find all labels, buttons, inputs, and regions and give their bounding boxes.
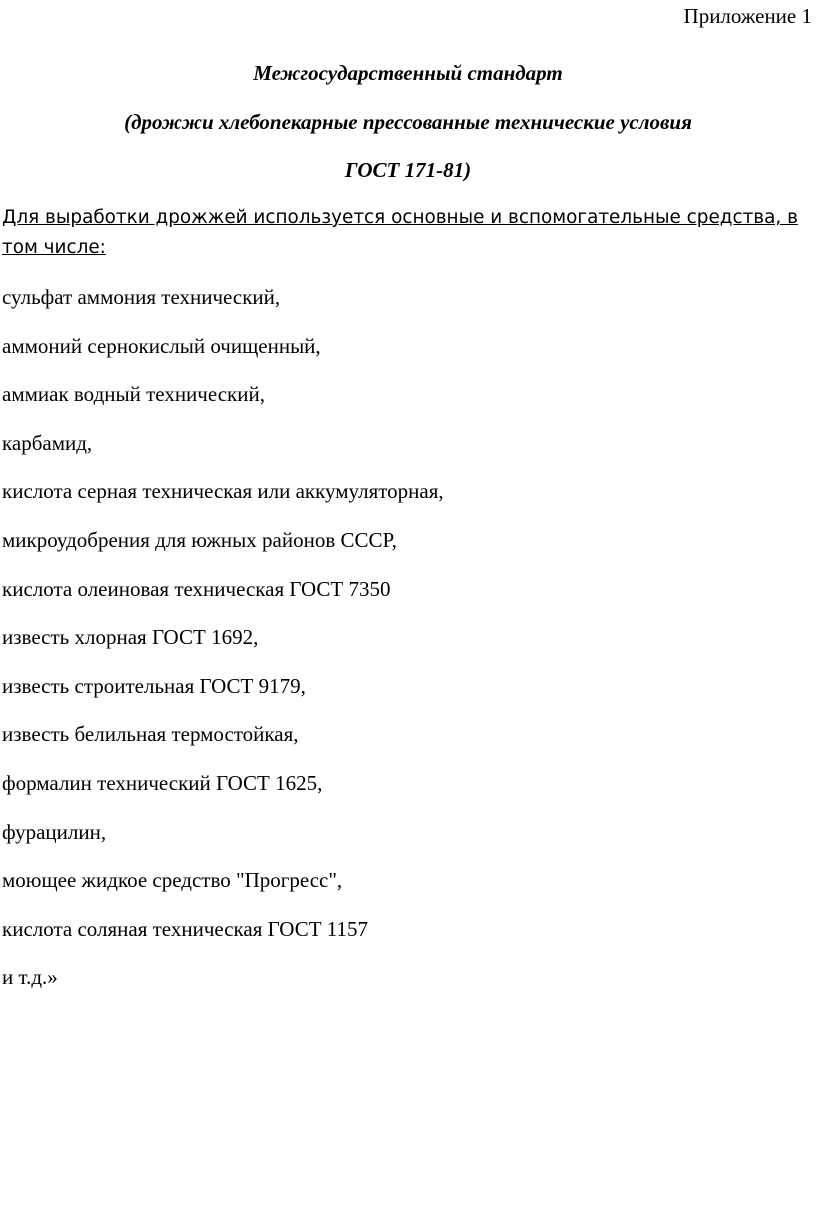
list-item: кислота соляная техническая ГОСТ 1157 <box>2 916 369 941</box>
list-item: аммиак водный технический, <box>2 382 265 407</box>
list-item: кислота олеиновая техническая ГОСТ 7350 <box>2 576 391 601</box>
intro-paragraph: Для выработки дрожжей используется основные и вспомогательные средства, в том числе: <box>2 207 798 258</box>
list-item: сульфат аммония технический, <box>2 285 281 309</box>
list-item: кислота серная техническая или аккумуляторная, <box>2 479 444 504</box>
list-item: микроудобрения для южных районов СССР, <box>2 527 397 552</box>
list-item: фурацилин, <box>2 819 107 844</box>
title-line-2: (дрожжи хлебопекарные прессованные технические условия <box>124 110 692 134</box>
list-item: карбамид, <box>2 430 93 455</box>
list-item: и т.д.» <box>2 965 58 990</box>
materials-list <box>2 283 444 1012</box>
list-item: известь белильная термостойкая, <box>2 722 299 747</box>
title-line-1: Межгосударственный стандарт <box>253 61 563 85</box>
list-item: аммоний сернокислый очищенный, <box>2 333 321 358</box>
list-item: известь хлорная ГОСТ 1692, <box>2 625 259 650</box>
list-item: моющее жидкое средство "Прогресс", <box>2 868 343 893</box>
appendix-label: Приложение 1 <box>683 4 812 28</box>
list-item: формалин технический ГОСТ 1625, <box>2 770 323 795</box>
list-item: известь строительная ГОСТ 9179, <box>2 673 306 698</box>
title-line-3: ГОСТ 171-81) <box>344 158 472 182</box>
